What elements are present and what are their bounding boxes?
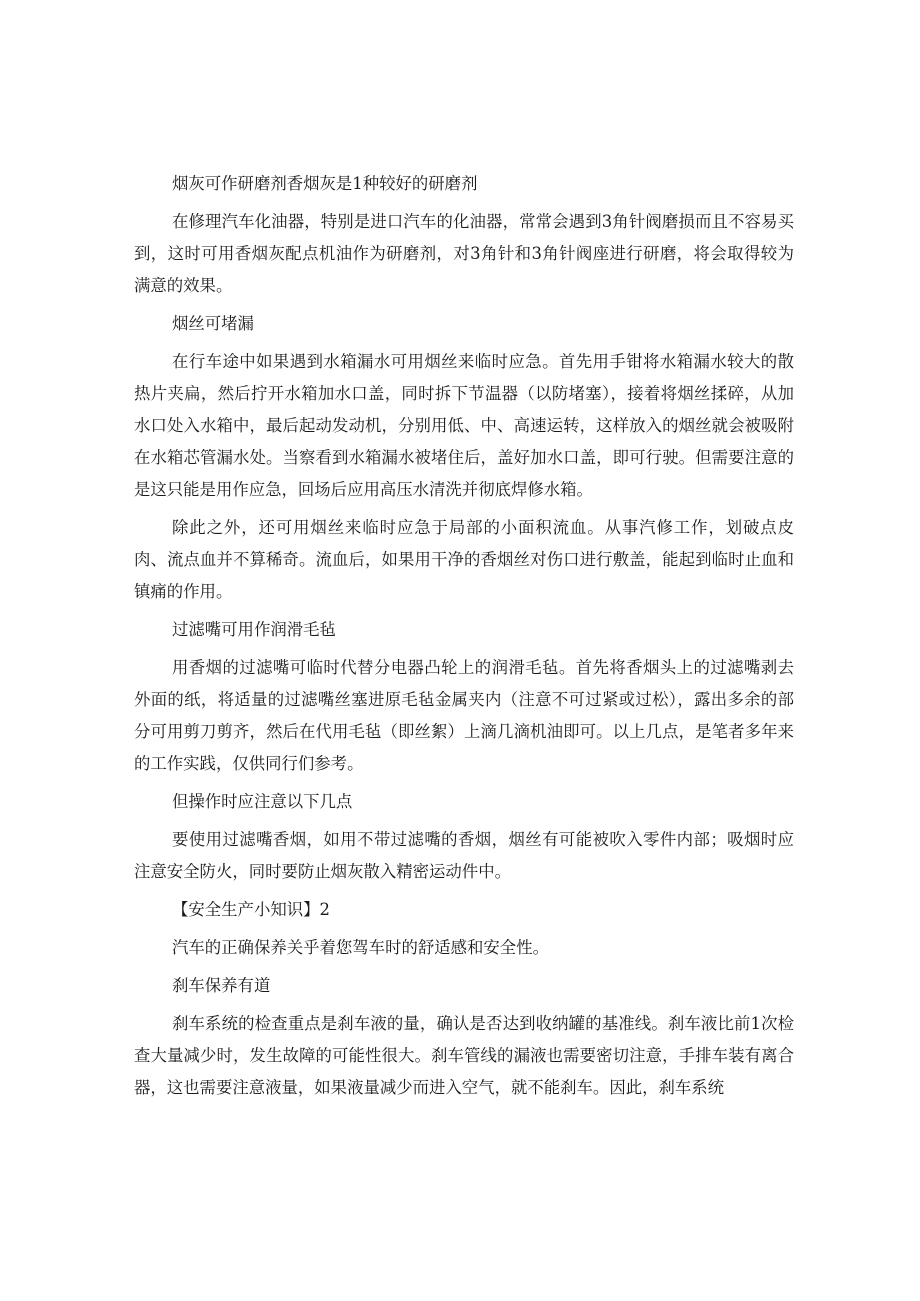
heading-safety-knowledge: 【安全生产小知识】2 xyxy=(172,900,330,919)
paragraph-radiator-leak: 在行车途中如果遇到水箱漏水可用烟丝来临时应急。首先用手钳将水箱漏水较大的散热片夹扁，然后拧开水箱加水口盖，同时拆下节温器（以防堵塞），接着将烟丝揉碎，从加水口处入水箱中，最后起动发动机，分别用低、中、高速运转，这样放入的烟丝就会被吸附在水箱芯管漏水处。当察看到水箱漏水被堵住后，盖好加水口盖，即可行驶。但需要注意的是这只能是用作应急，回场后应用高压水清洗并彻底焊修水箱。 xyxy=(134,352,794,499)
heading-cigarette-ash: 烟灰可作研磨剂香烟灰是1种较好的研磨剂 xyxy=(172,174,478,193)
paragraph-filter-felt: 用香烟的过滤嘴可临时代替分电器凸轮上的润滑毛毡。首先将香烟头上的过滤嘴剥去外面的纸，将适量的过滤嘴丝塞进原毛毡金属夹内（注意不可过紧或过松），露出多余的部分可用剪刀剪齐，然后在代用毛毡（即丝絮）上滴几滴机油即可。以上几点，是笔者多年来的工作实践，仅供同行们参考。 xyxy=(134,658,794,773)
heading-filter-felt: 过滤嘴可用作润滑毛毡 xyxy=(172,620,336,639)
heading-notes: 但操作时应注意以下几点 xyxy=(172,792,353,811)
paragraph-brake-system: 刹车系统的检查重点是刹车液的量，确认是否达到收纳罐的基准线。刹车液比前1次检查大量减少时，发生故障的可能性很大。刹车管线的漏液也需要密切注意，手排车装有离合器，这也需要注意液量，如果液量减少而进入空气，就不能刹车。因此，刹车系统 xyxy=(134,1014,794,1097)
paragraph-maintenance-intro: 汽车的正确保养关乎着您驾车时的舒适感和安全性。 xyxy=(172,938,549,957)
paragraph-carburetor: 在修理汽车化油器，特别是进口汽车的化油器，常常会遇到3角针阀磨损而且不容易买到，这时可用香烟灰配点机油作为研磨剂，对3角针和3角针阀座进行研磨，将会取得较为满意的效果。 xyxy=(134,212,794,295)
paragraph-notes: 要使用过滤嘴香烟，如用不带过滤嘴的香烟，烟丝有可能被吹入零件内部；吸烟时应注意安全防火，同时要防止烟灰散入精密运动件中。 xyxy=(134,830,794,881)
paragraph-bleeding: 除此之外，还可用烟丝来临时应急于局部的小面积流血。从事汽修工作，划破点皮肉、流点血并不算稀奇。流血后，如果用干净的香烟丝对伤口进行敷盖，能起到临时止血和镇痛的作用。 xyxy=(134,518,794,601)
heading-tobacco-leak: 烟丝可堵漏 xyxy=(172,314,254,333)
heading-brake-maintenance: 刹车保养有道 xyxy=(172,976,271,995)
document-page xyxy=(134,168,794,1110)
